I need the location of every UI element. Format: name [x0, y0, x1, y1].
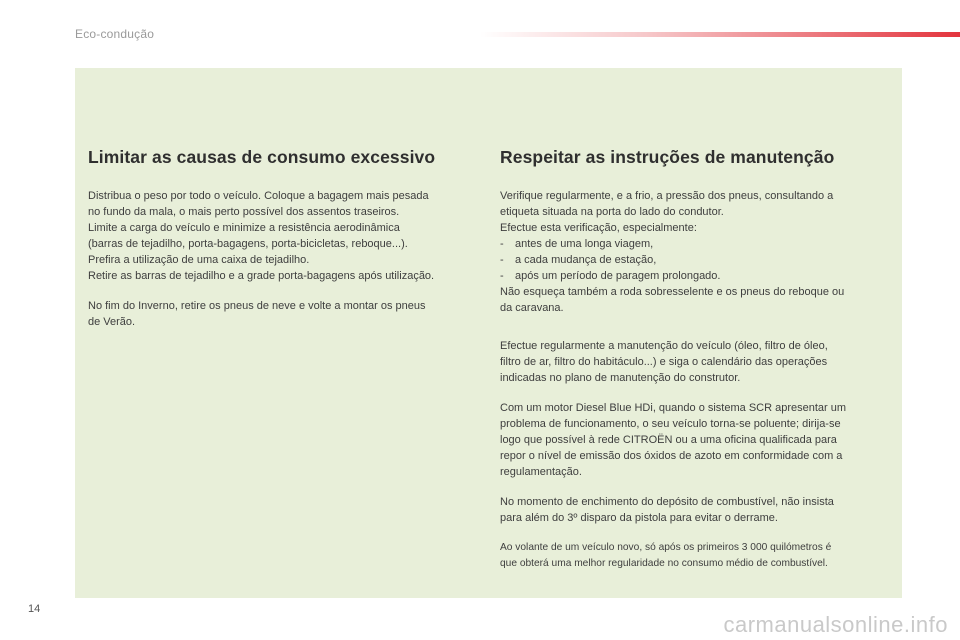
- text-line: No momento de enchimento do depósito de combustível, não insista: [500, 496, 834, 508]
- text-line: Efectue regularmente a manutenção do veículo (óleo, filtro de óleo,: [500, 340, 828, 352]
- text-line: Retire as barras de tejadilho e a grade porta-bagagens após utilização.: [88, 270, 435, 282]
- watermark: carmanualsonline.info: [723, 612, 948, 637]
- left-paragraph-2: [88, 298, 488, 330]
- text-line: de Verão.: [88, 316, 136, 328]
- right-paragraph-1: [500, 188, 895, 316]
- text-line: filtro de ar, filtro do habitáculo...) e siga o calendário das operações: [500, 356, 828, 368]
- text-line: Ao volante de um veículo novo, só após os primeiros 3 000 quilómetros é: [500, 542, 832, 553]
- bullet-item: [500, 236, 895, 252]
- text-line: Distribua o peso por todo o veículo. Coloque a bagagem mais pesada: [88, 190, 429, 202]
- left-heading: Limitar as causas de consumo excessivo: [88, 147, 436, 167]
- bullet-item: [500, 252, 895, 268]
- text-line: (barras de tejadilho, porta-bagagens, porta-bicicletas, reboque...).: [88, 238, 408, 250]
- page-number: 14: [28, 603, 41, 615]
- right-paragraph-2: [500, 338, 895, 386]
- bullet-text: a cada mudança de estação,: [515, 254, 657, 266]
- bullet-dash: -: [500, 270, 504, 282]
- text-line: Prefira a utilização de uma caixa de tejadilho.: [88, 254, 310, 266]
- text-line: No fim do Inverno, retire os pneus de neve e volte a montar os pneus: [88, 300, 426, 312]
- bullet-text: antes de uma longa viagem,: [515, 238, 654, 250]
- bullet-dash: -: [500, 238, 504, 250]
- text-line: da caravana.: [500, 302, 564, 314]
- right-paragraph-3: [500, 400, 895, 480]
- text-line: logo que possível à rede CITROËN ou a uma oficina qualificada para: [500, 434, 837, 446]
- bullet-item: [500, 268, 895, 284]
- text-line: Não esqueça também a roda sobresselente e os pneus do reboque ou: [500, 286, 845, 298]
- text-line: problema de funcionamento, o seu veículo torna-se poluente; dirija-se: [500, 418, 841, 430]
- text-line: para além do 3º disparo da pistola para evitar o derrame.: [500, 512, 778, 524]
- content-panel: [75, 68, 902, 598]
- text-line: Efectue esta verificação, especialmente:: [500, 222, 697, 234]
- text-line: repor o nível de emissão dos óxidos de azoto em conformidade com a: [500, 450, 843, 462]
- text-line: regulamentação.: [500, 466, 582, 478]
- text-line: no fundo da mala, o mais perto possível dos assentos traseiros.: [88, 206, 400, 218]
- text-line: Limite a carga do veículo e minimize a resistência aerodinâmica: [88, 222, 400, 234]
- text-line: Verifique regularmente, e a frio, a pressão dos pneus, consultando a: [500, 190, 834, 202]
- right-note: [500, 540, 895, 572]
- bullet-dash: -: [500, 254, 504, 266]
- header-accent-bar: [480, 32, 960, 37]
- right-heading: Respeitar as instruções de manutenção: [500, 147, 835, 167]
- section-title: Eco-condução: [75, 27, 155, 41]
- right-column: [500, 147, 895, 586]
- text-line: Com um motor Diesel Blue HDi, quando o sistema SCR apresentar um: [500, 402, 847, 414]
- right-paragraph-4: [500, 494, 895, 526]
- bullet-text: após um período de paragem prolongado.: [515, 270, 721, 282]
- text-line: etiqueta situada na porta do lado do condutor.: [500, 206, 724, 218]
- text-line: que obterá uma melhor regularidade no consumo médio de combustível.: [500, 558, 828, 569]
- left-paragraph-1: [88, 188, 488, 284]
- left-column: [88, 147, 488, 344]
- text-line: indicadas no plano de manutenção do construtor.: [500, 372, 741, 384]
